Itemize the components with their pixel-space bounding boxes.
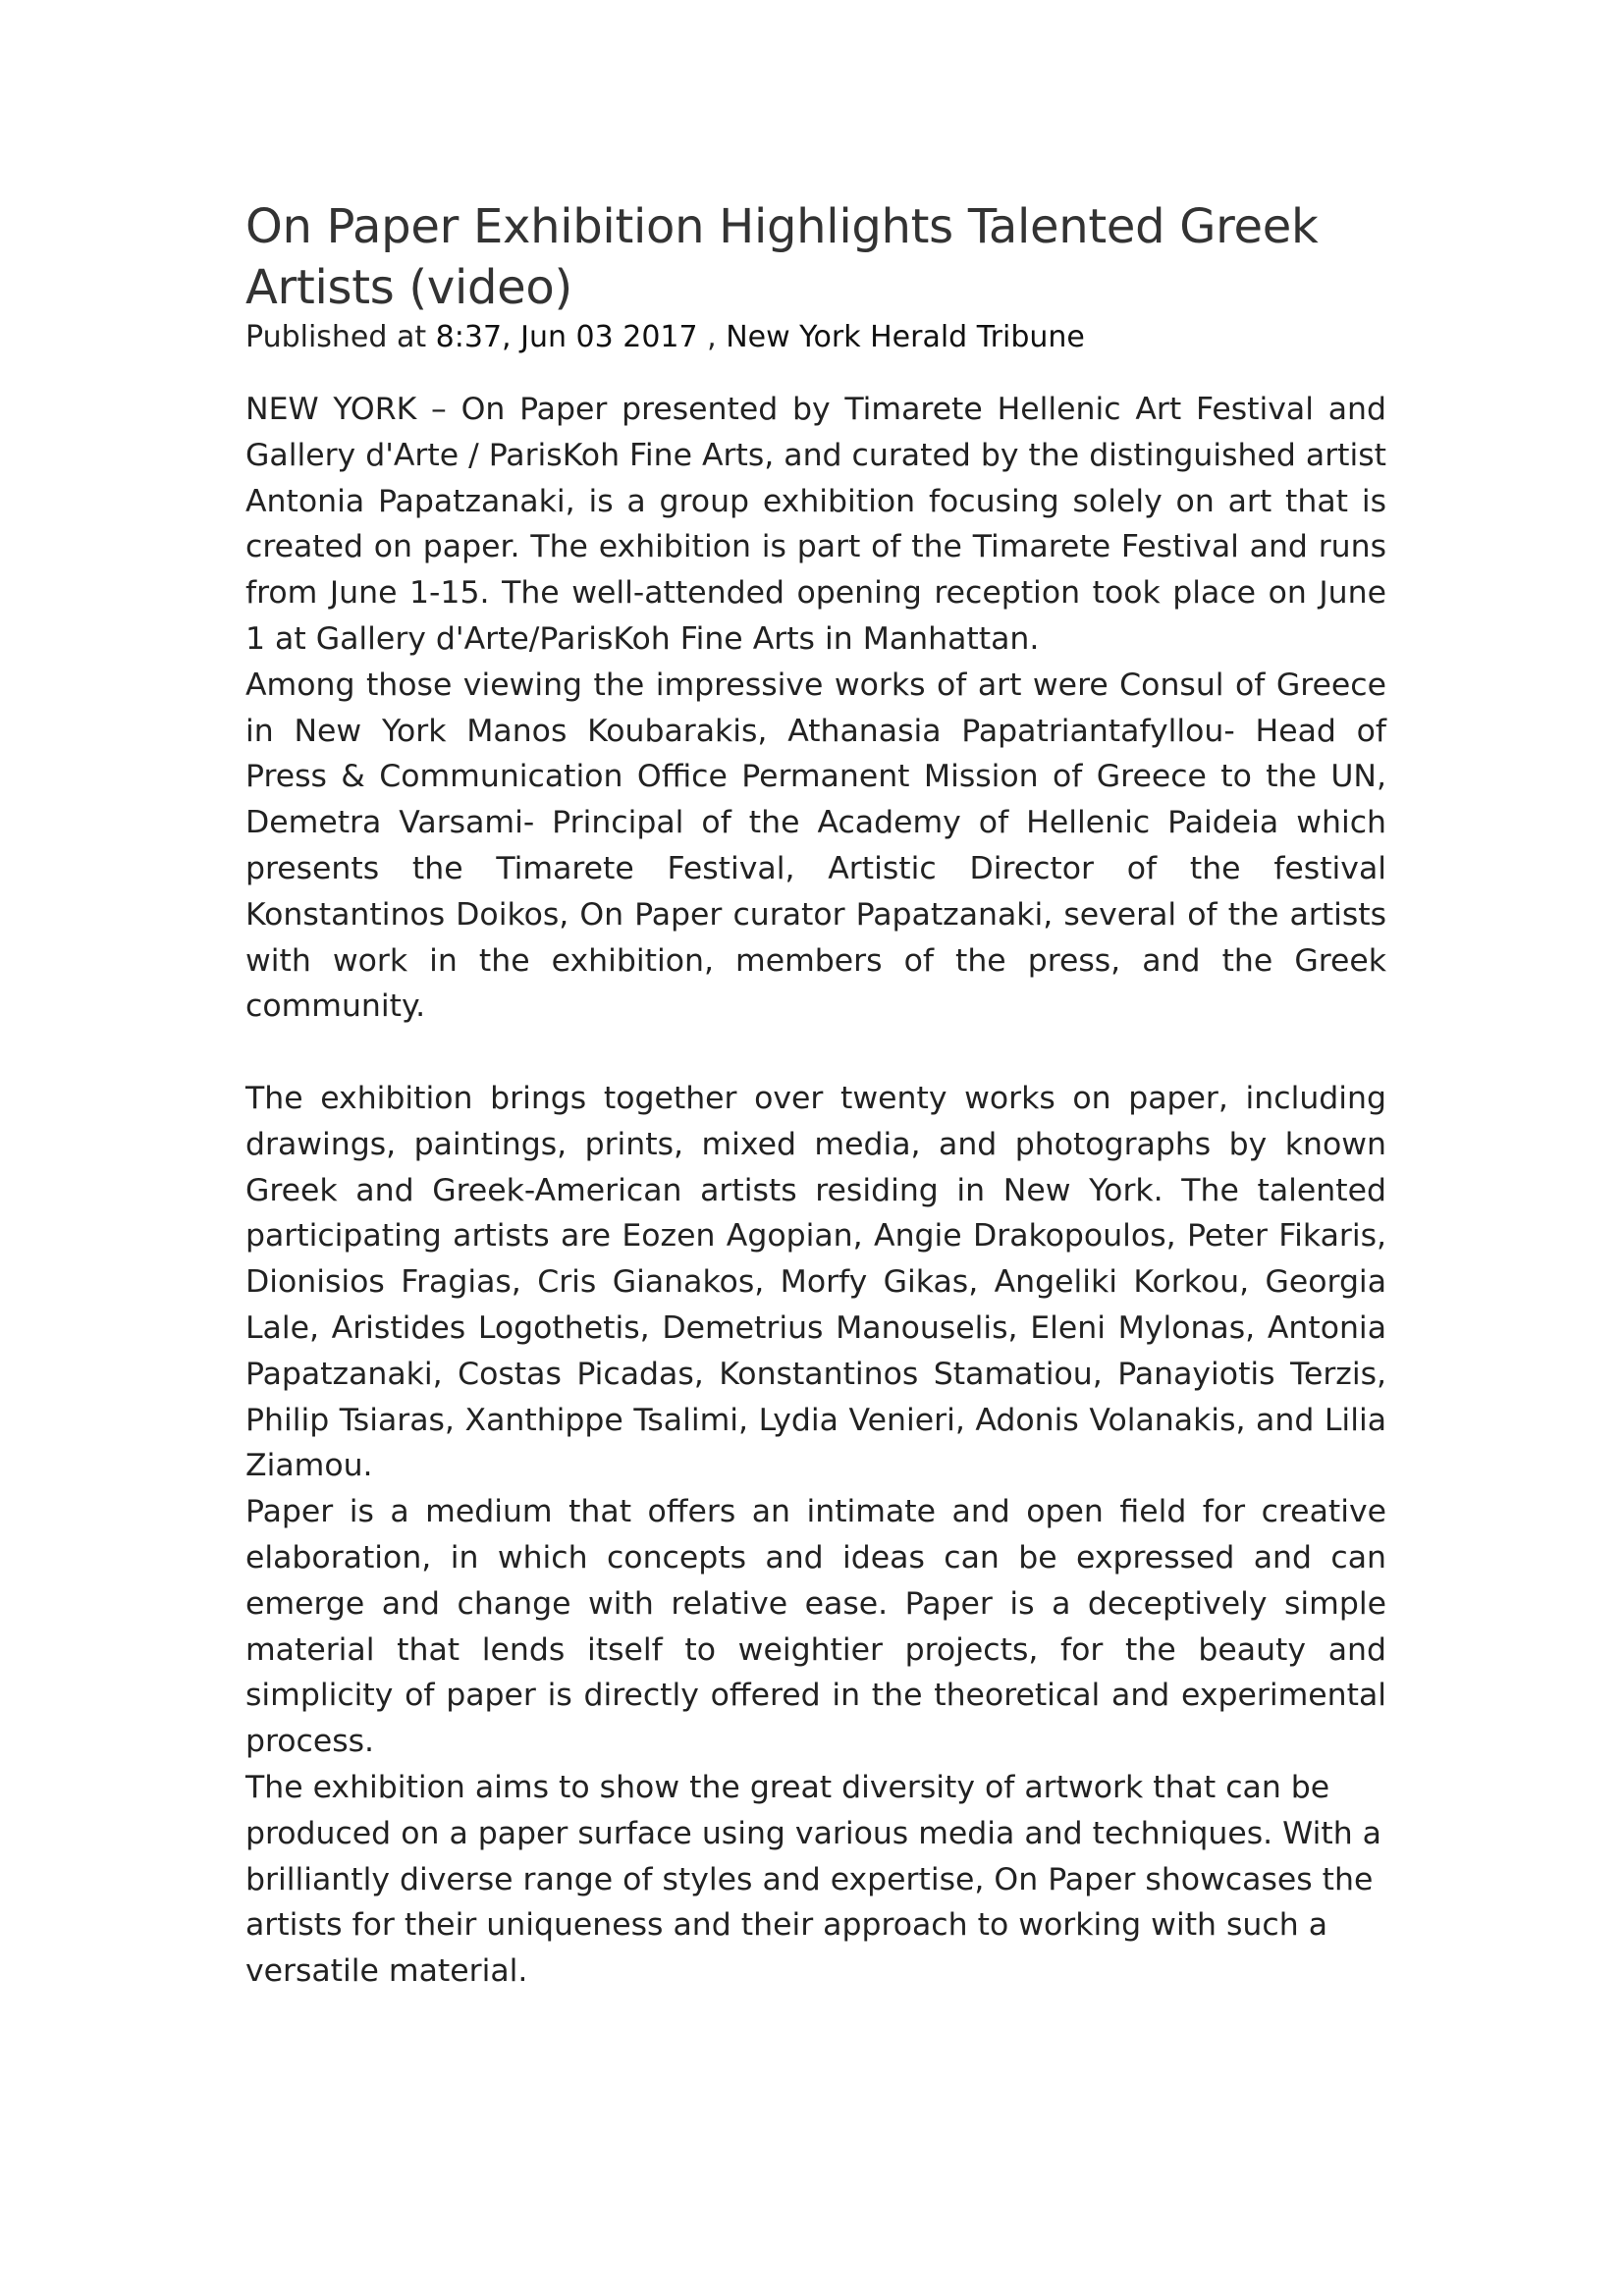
paragraph-aims: The exhibition aims to show the great diversity of artwork that can be produced on a paper surface using various media and techniques. With a brilliantly diverse range of styles and expertise, On Paper showcases the artists for their uniqueness and their approach to working with such a versatile material. bbox=[245, 1769, 1381, 1990]
paragraph-medium: Paper is a medium that offers an intimate and open field for creative elaboration, in which concepts and ideas can be expressed and can emerge and change with relative ease. Paper is a deceptively simple material that lends itself to weightier projects, for the beauty and simplicity of paper is directly offered in the theoretical and experimental process. bbox=[245, 1494, 1386, 1760]
article-title: On Paper Exhibition Highlights Talented Greek Artists (video) bbox=[245, 199, 1319, 315]
paragraph-artists: The exhibition brings together over twenty works on paper, including drawings, paintings, prints, mixed media, and photographs by known Greek and Greek-American artists residing in New York. The talented participating artists are Eozen Agopian, Angie Drakopoulos, Peter Fikaris, Dionisios Fragias, Cris Gianakos, Morfy Gikas, Angeliki Korkou, Georgia Lale, Aristides Logothetis, Demetrius Manouselis, Eleni Mylonas, Antonia Papatzanaki, Costas Picadas, Konstantinos Stamatiou, Panayiotis Terzis, Philip Tsiaras, Xanthippe Tsalimi, Lydia Venieri, Adonis Volanakis, and Lilia Ziamou. bbox=[245, 1080, 1386, 1484]
paragraph-spacer bbox=[245, 1030, 1386, 1076]
byline bbox=[245, 318, 1386, 357]
paragraph-attendees: Among those viewing the impressive works of art were Consul of Greece in New York Manos Koubarakis, Athanasia Papatriantafyllou- Head of Press & Communication Office Permanent Mission of Greece to the UN, Demetra Varsami- Principal of the Academy of Hellenic Paideia which presents the Timarete Festival, Artistic Director of the festival Konstantinos Doikos, On Paper curator Papatzanaki, several of the artists with work in the exhibition, members of the press, and the Greek community. bbox=[245, 667, 1386, 1025]
published-time: 8:37, Jun 03 2017 bbox=[435, 320, 698, 354]
paragraph-intro: NEW YORK – On Paper presented by Timarete Hellenic Art Festival and Gallery d'Arte / ParisKoh Fine Arts, and curated by the distinguished artist Antonia Papatzanaki, is a group exhibition focusing solely on art that is created on paper. The exhibition is part of the Timarete Festival and runs from June 1-15. The well-attended opening reception took place on June 1 at Gallery d'Arte/ParisKoh Fine Arts in Manhattan. bbox=[245, 392, 1387, 657]
byline-separator: , bbox=[697, 320, 727, 354]
publication-name: New York Herald Tribune bbox=[726, 320, 1085, 354]
article bbox=[245, 196, 1386, 1995]
published-prefix: Published at bbox=[245, 320, 427, 354]
